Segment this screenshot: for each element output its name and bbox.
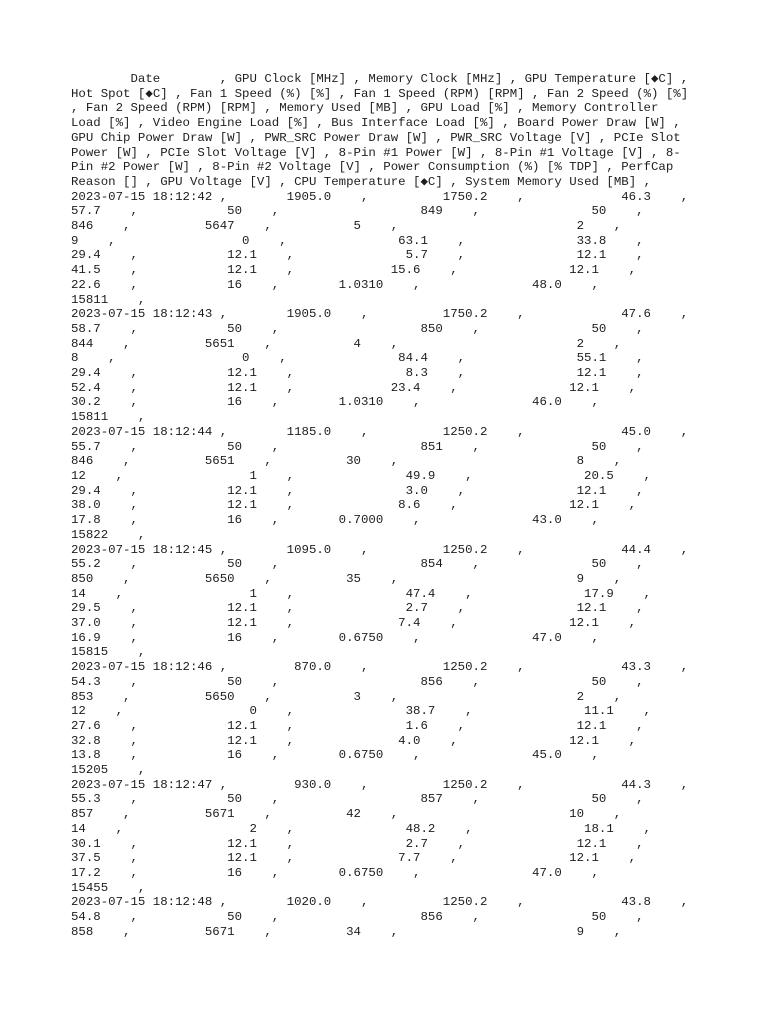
log-line: 27.6 , 12.1 , 1.6 , 12.1 ,	[71, 718, 644, 733]
log-line: 29.4 , 12.1 , 5.7 , 12.1 ,	[71, 248, 644, 263]
log-line: 846 , 5651 , 30 , 8 ,	[71, 454, 622, 469]
log-line: 17.2 , 16 , 0.6750 , 47.0 ,	[71, 865, 599, 880]
log-line: 14 , 1 , 47.4 , 17.9 ,	[71, 586, 651, 601]
log-line: 8 , 0 , 84.4 , 55.1 ,	[71, 351, 644, 366]
log-line: 15811 ,	[71, 410, 146, 425]
log-line: 858 , 5671 , 34 , 9 ,	[71, 924, 622, 939]
log-line: 54.3 , 50 , 856 , 50 ,	[71, 674, 644, 689]
log-line: 15822 ,	[71, 527, 146, 542]
log-line: 844 , 5651 , 4 , 2 ,	[71, 336, 622, 351]
log-line: 58.7 , 50 , 850 , 50 ,	[71, 321, 644, 336]
log-line: 2023-07-15 18:12:47 , 930.0 , 1250.2 , 44.3 ,	[71, 777, 689, 792]
log-line: 29.5 , 12.1 , 2.7 , 12.1 ,	[71, 601, 644, 616]
log-line: 14 , 2 , 48.2 , 18.1 ,	[71, 821, 651, 836]
log-line: 2023-07-15 18:12:44 , 1185.0 , 1250.2 , 45.0 ,	[71, 424, 689, 439]
log-line: 29.4 , 12.1 , 8.3 , 12.1 ,	[71, 366, 644, 381]
log-line: 54.8 , 50 , 856 , 50 ,	[71, 910, 644, 925]
log-line: 32.8 , 12.1 , 4.0 , 12.1 ,	[71, 733, 637, 748]
log-line: 12 , 1 , 49.9 , 20.5 ,	[71, 468, 651, 483]
log-line: 30.1 , 12.1 , 2.7 , 12.1 ,	[71, 836, 644, 851]
log-line: 9 , 0 , 63.1 , 33.8 ,	[71, 233, 644, 248]
log-line: 12 , 0 , 38.7 , 11.1 ,	[71, 704, 651, 719]
log-line: Reason [] , GPU Voltage [V] , CPU Temperature [◆C] , System Memory Used [MB] ,	[71, 174, 652, 189]
log-line: Date , GPU Clock [MHz] , Memory Clock [MHz] , GPU Temperature [◆C] ,	[71, 72, 689, 86]
log-line: 15811 ,	[71, 292, 146, 307]
log-line: 15815 ,	[71, 645, 146, 660]
log-line: 15205 ,	[71, 763, 146, 778]
log-line: 52.4 , 12.1 , 23.4 , 12.1 ,	[71, 380, 637, 395]
log-line: Power [W] , PCIe Slot Voltage [V] , 8-Pin #1 Power [W] , 8-Pin #1 Voltage [V] , 8-	[71, 145, 681, 160]
log-line: 55.7 , 50 , 851 , 50 ,	[71, 439, 644, 454]
log-line: 857 , 5671 , 42 , 10 ,	[71, 807, 622, 822]
log-line: Pin #2 Power [W] , 8-Pin #2 Voltage [V] , Power Consumption (%) [% TDP] , PerfCap	[71, 160, 674, 175]
log-line: 16.9 , 16 , 0.6750 , 47.0 ,	[71, 630, 599, 645]
log-line: 41.5 , 12.1 , 15.6 , 12.1 ,	[71, 263, 637, 278]
log-line: Hot Spot [◆C] , Fan 1 Speed (%) [%] , Fan 1 Speed (RPM) [RPM] , Fan 2 Speed (%) [%]	[71, 86, 689, 101]
log-line: 13.8 , 16 , 0.6750 , 45.0 ,	[71, 748, 599, 763]
log-line: 17.8 , 16 , 0.7000 , 43.0 ,	[71, 513, 599, 528]
log-line: 850 , 5650 , 35 , 9 ,	[71, 571, 622, 586]
log-line: 37.5 , 12.1 , 7.7 , 12.1 ,	[71, 851, 637, 866]
log-line: 38.0 , 12.1 , 8.6 , 12.1 ,	[71, 498, 637, 513]
log-text-document	[71, 72, 711, 939]
log-line: GPU Chip Power Draw [W] , PWR_SRC Power Draw [W] , PWR_SRC Voltage [V] , PCIe Slot	[71, 130, 681, 145]
log-line: 37.0 , 12.1 , 7.4 , 12.1 ,	[71, 616, 637, 631]
log-line: 2023-07-15 18:12:45 , 1095.0 , 1250.2 , 44.4 ,	[71, 542, 689, 557]
log-line: 29.4 , 12.1 , 3.0 , 12.1 ,	[71, 483, 644, 498]
log-line: 846 , 5647 , 5 , 2 ,	[71, 219, 622, 234]
log-line: 15455 ,	[71, 880, 146, 895]
log-line: , Fan 2 Speed (RPM) [RPM] , Memory Used [MB] , GPU Load [%] , Memory Controller	[71, 101, 659, 116]
log-line: 55.2 , 50 , 854 , 50 ,	[71, 557, 644, 572]
log-line: 2023-07-15 18:12:43 , 1905.0 , 1750.2 , 47.6 ,	[71, 307, 689, 322]
log-line: 55.3 , 50 , 857 , 50 ,	[71, 792, 644, 807]
log-line: 22.6 , 16 , 1.0310 , 48.0 ,	[71, 277, 599, 292]
log-line: 57.7 , 50 , 849 , 50 ,	[71, 204, 644, 219]
log-line: 2023-07-15 18:12:46 , 870.0 , 1250.2 , 43.3 ,	[71, 660, 689, 675]
log-line: 2023-07-15 18:12:48 , 1020.0 , 1250.2 , 43.8 ,	[71, 895, 689, 910]
log-line: Load [%] , Video Engine Load [%] , Bus Interface Load [%] , Board Power Draw [W] ,	[71, 116, 681, 131]
log-line: 30.2 , 16 , 1.0310 , 46.0 ,	[71, 395, 599, 410]
log-line: 2023-07-15 18:12:42 , 1905.0 , 1750.2 , 46.3 ,	[71, 189, 689, 204]
log-line: 853 , 5650 , 3 , 2 ,	[71, 689, 622, 704]
